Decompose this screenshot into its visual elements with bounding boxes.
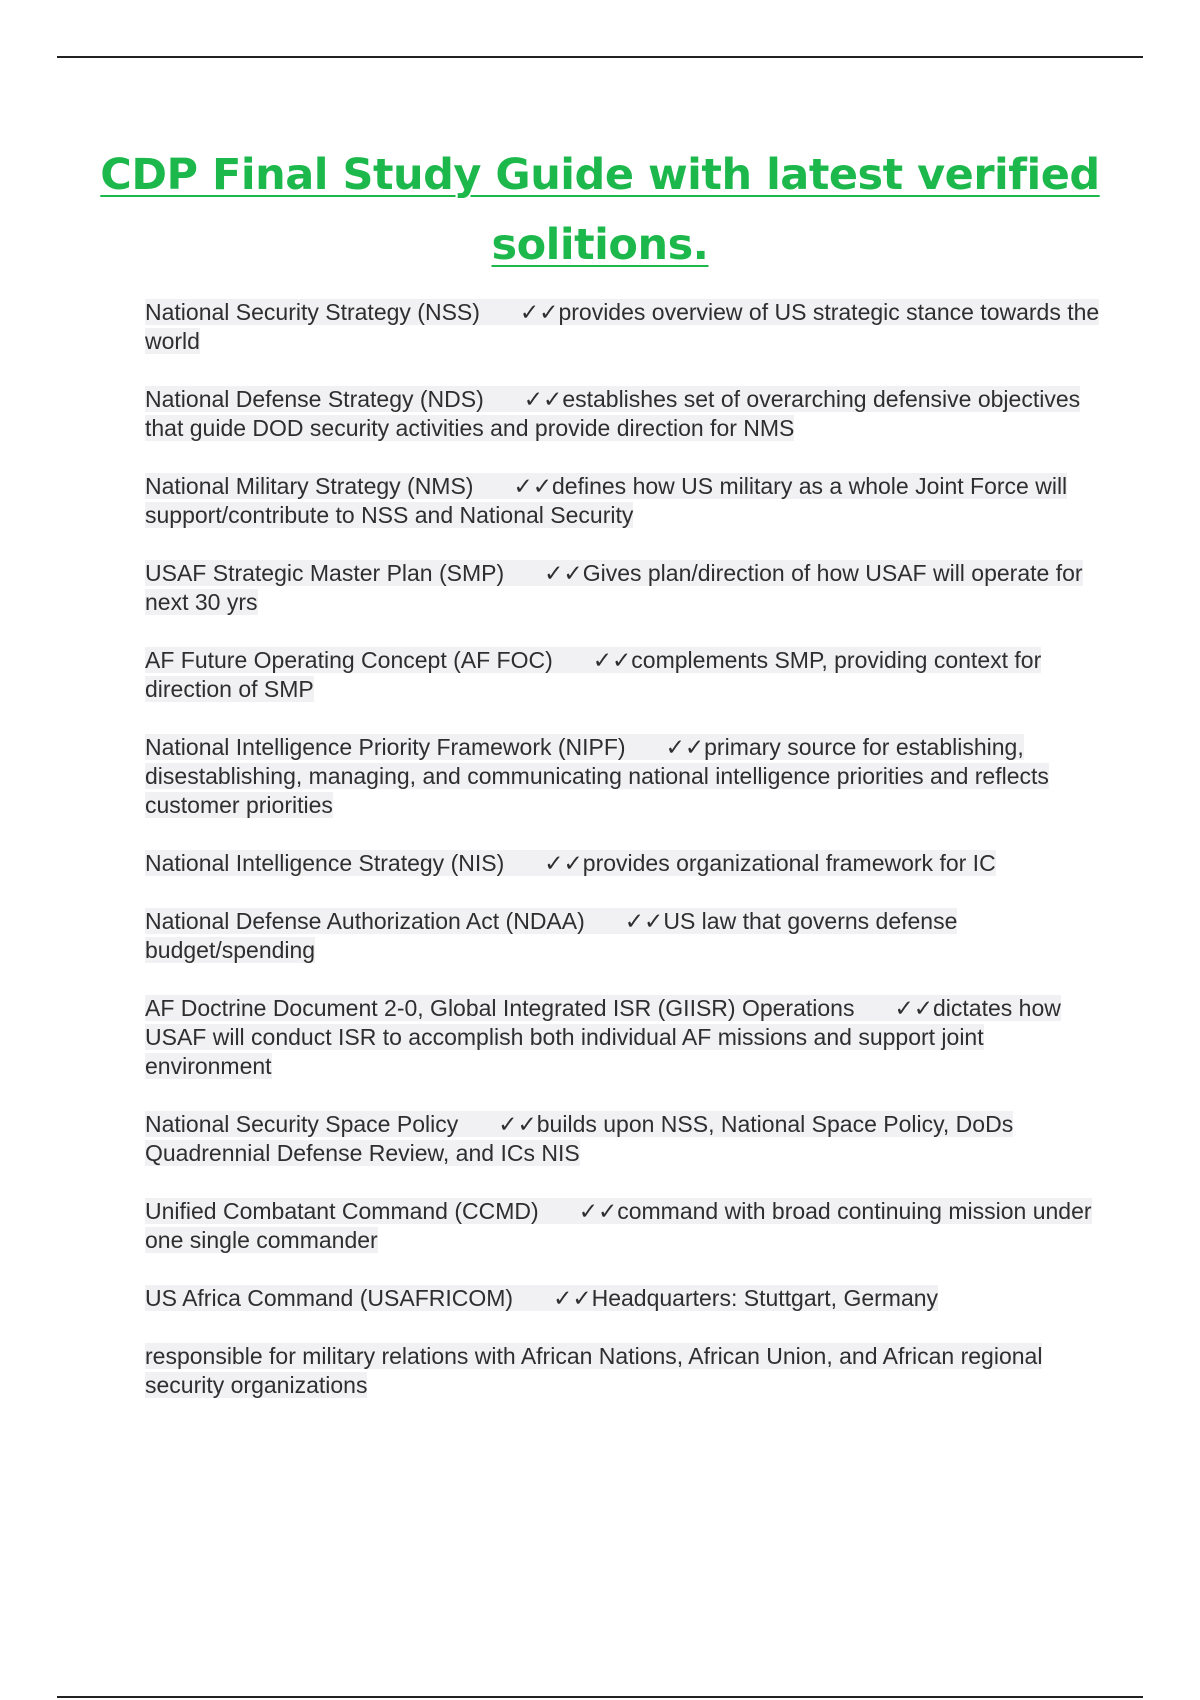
entry-term: National Security Strategy (NSS) <box>145 299 480 325</box>
entry-definition: Gives plan/direction of how USAF will operate for next 30 yrs <box>145 560 1083 615</box>
entry-term: National Intelligence Strategy (NIS) <box>145 850 505 876</box>
entry-definition: complements SMP, providing context for direction of SMP <box>145 647 1042 702</box>
check-mark-icon: ✓✓ <box>578 1198 618 1224</box>
entry-term: National Intelligence Priority Framework (NIPF) <box>145 734 626 760</box>
check-mark-icon: ✓✓ <box>894 995 934 1021</box>
entry-usafricom-continuation <box>145 1342 1105 1400</box>
entry-definition: command with broad continuing mission under one single commander <box>145 1198 1092 1253</box>
continuation-text: responsible for military relations with African Nations, African Union, and African regional security organizations <box>145 1343 1043 1398</box>
entry-term: AF Future Operating Concept (AF FOC) <box>145 647 553 673</box>
check-mark-icon: ✓✓ <box>665 734 705 760</box>
entry-nis <box>145 849 1105 878</box>
entry-definition: establishes set of overarching defensive objectives that guide DOD security activities and provide direction for NMS <box>145 386 1081 441</box>
entry-term: National Defense Authorization Act (NDAA) <box>145 908 585 934</box>
entry-term: National Military Strategy (NMS) <box>145 473 474 499</box>
entry-nms <box>145 472 1105 530</box>
entry-definition: provides organizational framework for IC <box>582 850 996 876</box>
entry-definition: builds upon NSS, National Space Policy, DoDs Quadrennial Defense Review, and ICs NIS <box>145 1111 1014 1166</box>
entry-nipf <box>145 733 1105 820</box>
entry-term: US Africa Command (USAFRICOM) <box>145 1285 514 1311</box>
entry-term: Unified Combatant Command (CCMD) <box>145 1198 539 1224</box>
study-guide-entries <box>145 298 1105 1429</box>
title-line-1: CDP Final Study Guide with latest verified <box>100 150 1100 200</box>
entry-term: National Defense Strategy (NDS) <box>145 386 484 412</box>
entry-term: AF Doctrine Document 2-0, Global Integrated ISR (GIISR) Operations <box>145 995 855 1021</box>
entry-term: USAF Strategic Master Plan (SMP) <box>145 560 505 586</box>
entry-giisr <box>145 994 1105 1081</box>
entry-af-foc <box>145 646 1105 704</box>
check-mark-icon: ✓✓ <box>544 560 583 586</box>
entry-smp <box>145 559 1105 617</box>
entry-nss <box>145 298 1105 356</box>
check-mark-icon: ✓✓ <box>544 850 583 876</box>
check-mark-icon: ✓✓ <box>523 386 563 412</box>
check-mark-icon: ✓✓ <box>513 473 553 499</box>
check-mark-icon: ✓✓ <box>553 1285 592 1311</box>
entry-definition: dictates how USAF will conduct ISR to accomplish both individual AF missions and support joint environment <box>145 995 1061 1079</box>
page-title <box>100 140 1100 280</box>
entry-definition: primary source for establishing, disestablishing, managing, and communicating national intelligence priorities and reflects customer priorities <box>145 734 1049 818</box>
check-mark-icon: ✓✓ <box>519 299 559 325</box>
check-mark-icon: ✓✓ <box>624 908 664 934</box>
entry-nds <box>145 385 1105 443</box>
entry-definition: provides overview of US strategic stance towards the world <box>145 299 1100 354</box>
header-rule <box>57 56 1143 58</box>
entry-usafricom <box>145 1284 1105 1313</box>
entry-term: National Security Space Policy <box>145 1111 459 1137</box>
entry-ccmd <box>145 1197 1105 1255</box>
entry-definition: defines how US military as a whole Joint Force will support/contribute to NSS and National Security <box>145 473 1068 528</box>
title-line-2: solitions. <box>491 220 709 270</box>
entry-definition: Headquarters: Stuttgart, Germany <box>591 1285 939 1311</box>
footer-rule <box>57 1696 1143 1698</box>
entry-space-policy <box>145 1110 1105 1168</box>
check-mark-icon: ✓✓ <box>498 1111 537 1137</box>
entry-ndaa <box>145 907 1105 965</box>
entry-definition: US law that governs defense budget/spending <box>145 908 958 963</box>
check-mark-icon: ✓✓ <box>592 647 632 673</box>
